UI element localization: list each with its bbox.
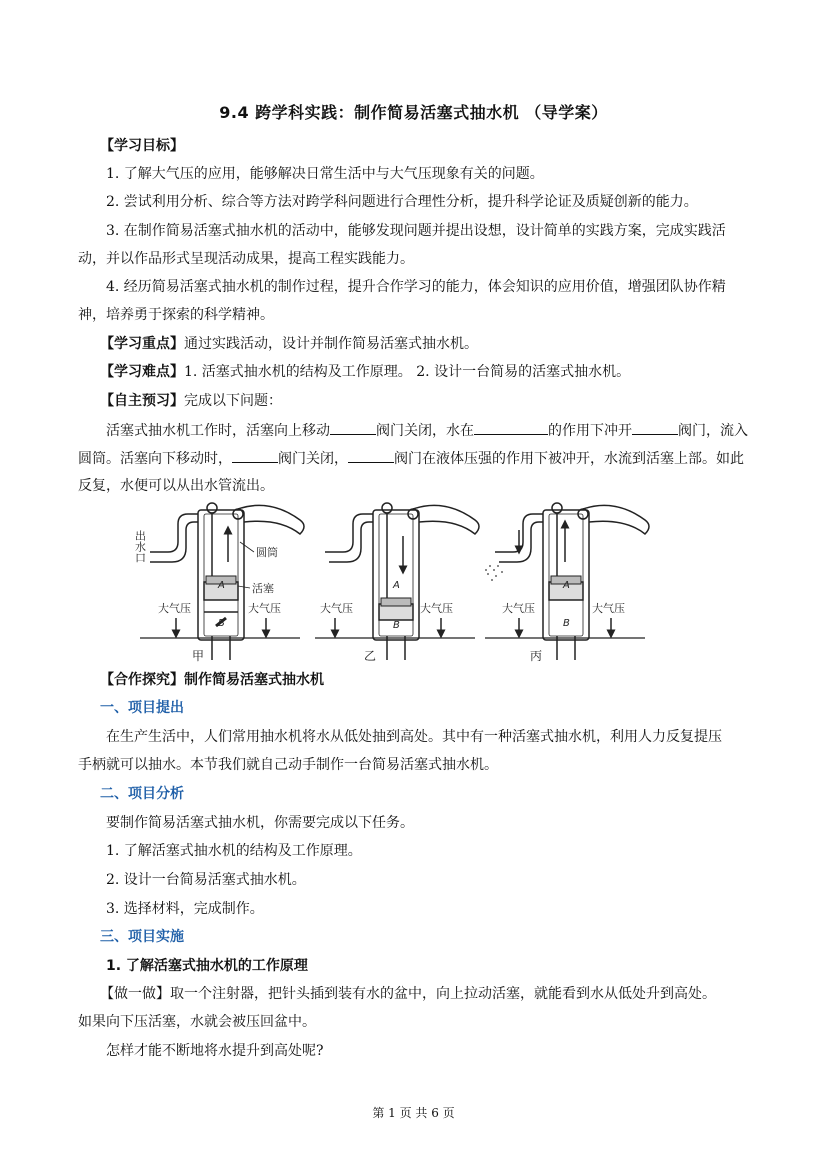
label-outlet: 出水口 [133, 530, 147, 563]
difficulty-label: 【学习难点】 [100, 364, 184, 380]
answer-blank-5[interactable] [348, 448, 394, 463]
difficulty-line [100, 362, 630, 382]
coop-text: 制作简易活塞式抽水机 [184, 672, 324, 688]
preview-text-1a: 活塞式抽水机工作时，活塞向上移动 [106, 423, 330, 439]
preview-line [100, 391, 282, 411]
pump-diagrams-figure [133, 500, 640, 668]
section-1-para-line-1: 在生产生活中，人们常用抽水机将水从低处抽到高处。其中有一种活塞式抽水机，利用人力反复提压 [106, 729, 722, 745]
preview-question-line-2 [78, 448, 744, 469]
label-piston: 活塞 [252, 582, 274, 595]
difficulty-text: 1. 活塞式抽水机的结构及工作原理。 2. 设计一台简易的活塞式抽水机。 [184, 364, 631, 380]
objective-3-line-1: 3. 在制作简易活塞式抽水机的活动中，能够发现问题并提出设想，设计简单的实践方案，完成实践活 [106, 223, 726, 239]
coop-line [100, 670, 324, 690]
water-spray [485, 565, 503, 581]
doit-label: 【做一做】 [100, 986, 170, 1002]
section-2-intro: 要制作简易活塞式抽水机，你需要完成以下任务。 [106, 815, 414, 831]
preview-text-2a: 圆筒。活塞向下移动时， [78, 451, 232, 467]
answer-blank-1[interactable] [330, 420, 376, 435]
valve-a-yi: A [393, 580, 400, 591]
valve-b-jia: B [218, 618, 225, 629]
preview-text-1c: 的作用下冲开 [548, 423, 632, 439]
label-atm-jia-left: 大气压 [158, 602, 191, 615]
caption-bing: 丙 [530, 649, 543, 663]
doit-text-1: 取一个注射器，把针头插到装有水的盆中，向上拉动活塞，就能看到水从低处升到高处。 [170, 986, 716, 1002]
section-2-heading: 二、项目分析 [100, 786, 184, 802]
objective-3-line-2: 动，并以作品形式呈现活动成果，提高工程实践能力。 [78, 251, 414, 267]
valve-b-bing: B [563, 618, 570, 629]
page-title: 9.4 跨学科实践：制作简易活塞式抽水机 （导学案） [219, 103, 608, 122]
preview-text-2c: 阀门在液体压强的作用下被冲开，水流到活塞上部。如此 [394, 451, 744, 467]
keypoint-text: 通过实践活动，设计并制作简易活塞式抽水机。 [184, 336, 478, 352]
objectives-heading: 【学习目标】 [100, 138, 184, 154]
answer-blank-3[interactable] [632, 420, 678, 435]
section-1-heading: 一、项目提出 [100, 700, 184, 716]
label-atm-bing-left: 大气压 [502, 602, 535, 615]
preview-text-2b: 阀门关闭， [278, 451, 348, 467]
preview-question-line-3: 反复，水便可以从出水管流出。 [78, 478, 274, 494]
task-3: 3. 选择材料，完成制作。 [106, 901, 264, 917]
label-atm-jia-right: 大气压 [248, 602, 281, 615]
label-atm-yi-right: 大气压 [420, 602, 453, 615]
objective-4-line-2: 神，培养勇于探索的科学精神。 [78, 307, 274, 323]
preview-question-line-1 [106, 420, 748, 441]
objective-2: 2. 尝试利用分析、综合等方法对跨学科问题进行合理性分析，提升科学论证及质疑创新的能力。 [106, 194, 698, 210]
task-1: 1. 了解活塞式抽水机的结构及工作原理。 [106, 843, 362, 859]
section-1-para-line-2: 手柄就可以抽水。本节我们就自己动手制作一台简易活塞式抽水机。 [78, 757, 498, 773]
valve-b-yi: B [393, 620, 400, 631]
keypoint-line [100, 334, 478, 354]
page-footer: 第 1 页 共 6 页 [372, 1106, 455, 1120]
preview-text: 完成以下问题： [184, 393, 282, 409]
valve-a-jia: A [218, 580, 225, 591]
caption-jia: 甲 [192, 649, 205, 663]
label-atm-yi-left: 大气压 [320, 602, 353, 615]
preview-text-1d: 阀门，流入 [678, 423, 748, 439]
valve-a-bing: A [563, 580, 570, 591]
preview-text-1b: 阀门关闭，水在 [376, 423, 474, 439]
keypoint-label: 【学习重点】 [100, 336, 184, 352]
question-line: 怎样才能不断地将水提升到高处呢? [106, 1043, 324, 1059]
label-cylinder: 圆筒 [256, 546, 278, 559]
section-3-subheading: 1. 了解活塞式抽水机的工作原理 [106, 958, 308, 974]
doit-line-1 [100, 984, 716, 1004]
answer-blank-4[interactable] [232, 448, 278, 463]
section-3-heading: 三、项目实施 [100, 929, 184, 945]
coop-label: 【合作探究】 [100, 672, 184, 688]
answer-blank-2[interactable] [474, 420, 548, 435]
objective-4-line-1: 4. 经历简易活塞式抽水机的制作过程，提升合作学习的能力，体会知识的应用价值，增强团队协作精 [106, 279, 726, 295]
objective-1: 1. 了解大气压的应用，能够解决日常生活中与大气压现象有关的问题。 [106, 166, 544, 182]
doit-line-2: 如果向下压活塞，水就会被压回盆中。 [78, 1014, 316, 1030]
task-2: 2. 设计一台简易活塞式抽水机。 [106, 872, 306, 888]
caption-yi: 乙 [364, 649, 377, 663]
label-atm-bing-right: 大气压 [592, 602, 625, 615]
preview-label: 【自主预习】 [100, 393, 184, 409]
